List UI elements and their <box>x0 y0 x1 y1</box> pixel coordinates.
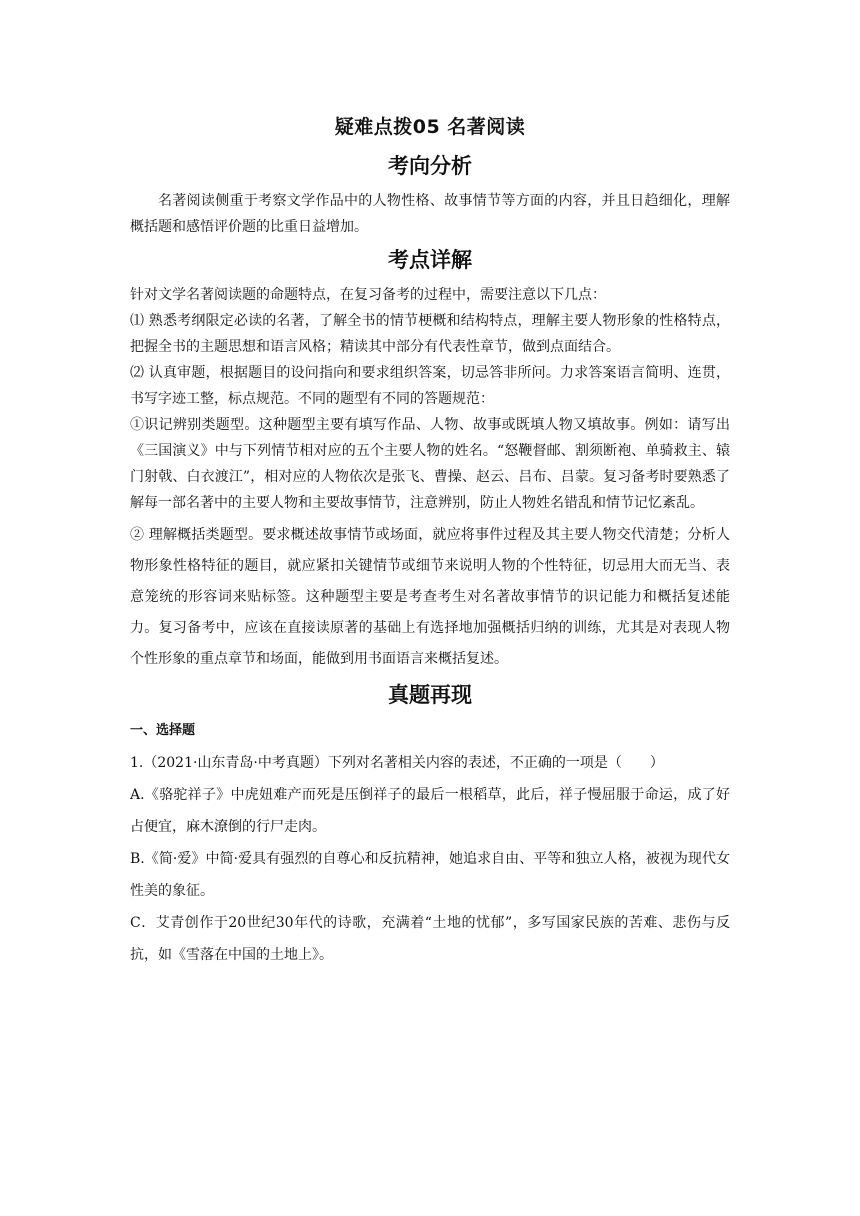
section-heading-analysis: 考向分析 <box>388 154 472 178</box>
page-content <box>130 112 730 971</box>
details-type-2: ② 理解概括类题型。要求概述故事情节或场面，就应将事件过程及其主要人物交代清楚；分析人物形象性格特征的题目，就应紧扣关键情节或细节来说明人物的个性特征，切忌用大而无当、表意笼统的形容词来贴标签。这种题型主要是考查考生对名著故事情节的识记能力和概括复述能力。复习备考中，应该在直接读原著的基础上有选择地加强概括归纳的训练，尤其是对表现人物个性形象的重点章节和场面，能做到用书面语言来概括复述。 <box>130 527 730 667</box>
section-heading-details: 考点详解 <box>388 248 472 272</box>
details-type-1: ①识记辨别类题型。这种题型主要有填写作品、人物、故事或既填人物又填故事。例如：请写出《三国演义》中与下列情节相对应的五个主要人物的姓名。“怒鞭督邮、割须断袍、单骑救主、辕门射戟、白衣渡江”，相对应的人物依次是张飞、曹操、赵云、吕布、吕蒙。复习备考时要熟悉了解每一部名著中的主要人物和主要故事情节，注意辨别，防止人物姓名错乱和情节记忆紊乱。 <box>130 417 730 511</box>
question-1-option-a: A.《骆驼祥子》中虎妞难产而死是压倒祥子的最后一根稻草，此后，祥子慢屈服于命运，成了好占便宜，麻木潦倒的行尸走肉。 <box>130 787 730 835</box>
question-1-option-c: C．艾青创作于20世纪30年代的诗歌，充满着“土地的忧郁”，多写国家民族的苦难、悲伤与反抗，如《雪落在中国的土地上》。 <box>130 915 730 963</box>
document-title: 疑难点拨05 名著阅读 <box>334 116 526 138</box>
sub-heading-choice: 一、选择题 <box>130 723 196 738</box>
details-intro: 针对文学名著阅读题的命题特点，在复习备考的过程中，需要注意以下几点： <box>130 287 606 303</box>
section-heading-real-questions: 真题再现 <box>388 683 472 707</box>
question-1-option-b: B.《简·爱》中简·爱具有强烈的自尊心和反抗精神，她追求自由、平等和独立人格，被视为现代女性美的象征。 <box>130 851 730 899</box>
analysis-paragraph: 名著阅读侧重于考察文学作品中的人物性格、故事情节等方面的内容，并且日趋细化，理解概括题和感悟评价题的比重日益增加。 <box>130 193 730 235</box>
question-1-stem: 1.（2021·山东青岛·中考真题）下列对名著相关内容的表述，不正确的一项是（ ） <box>130 755 664 771</box>
details-point-2: ⑵ 认真审题，根据题目的设问指向和要求组织答案，切忌答非所问。力求答案语言简明、连贯，书写字迹工整，标点规范。不同的题型有不同的答题规范： <box>130 365 730 407</box>
details-point-1: ⑴ 熟悉考纲限定必读的名著，了解全书的情节梗概和结构特点，理解主要人物形象的性格特点，把握全书的主题思想和语言风格；精读其中部分有代表性章节，做到点面结合。 <box>130 313 730 355</box>
